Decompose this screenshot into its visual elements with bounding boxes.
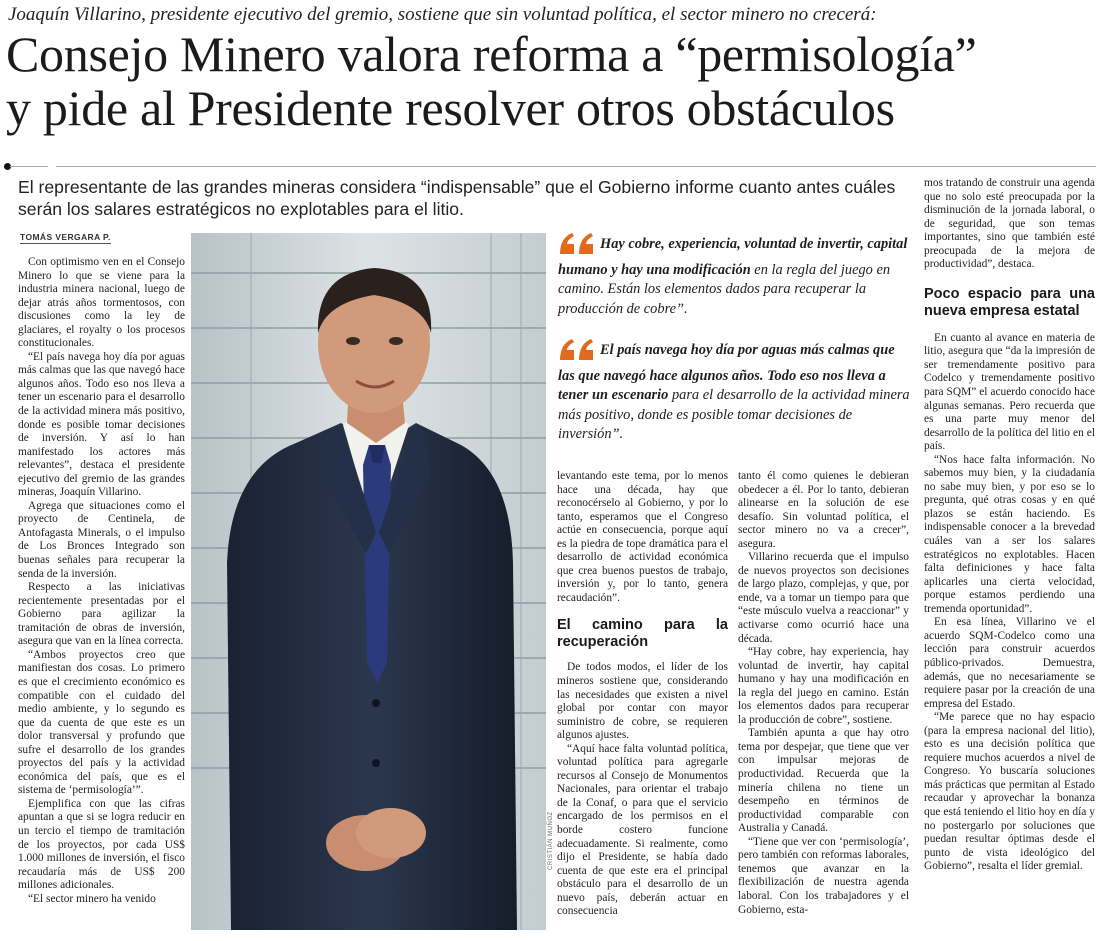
quote-bold: Hay cobre, experiencia, voluntad de invertir, capital humano y hay una modificación — [558, 236, 908, 278]
paragraph: En cuanto al avance en materia de litio, asegura que “da la impresión de ser tremendamente positivo para Codelco y tremendamente positivo para SQM” el acuerdo conocido hace algunas semanas. Pero recuerda que es una parte muy menor del desarrollo de la política del litio en el país. — [924, 331, 1095, 453]
pull-quote-2 — [558, 338, 910, 445]
portrait-illustration — [191, 233, 546, 930]
paragraph: “Ambos proyectos creo que manifiestan dos cosas. Lo primero es que el crecimiento económico es compatible con el cuidado del medio ambiente, y lo segundo es que da cuenta de que este es un dolor transversal y profundo que sufre el desarrollo de los grandes proyectos del país y la actividad económica del país, que es el sistema de ‘permisología’”. — [18, 648, 185, 797]
kicker: Joaquín Villarino, presidente ejecutivo del gremio, sostiene que sin voluntad política, el sector minero no crecerá: — [8, 4, 877, 25]
paragraph: “Me parece que no hay espacio (para la empresa nacional del litio), esto es una decisión política que requiere muchos acuerdos a nivel de Congreso. Yo buscaría soluciones más prácticas que permitan al Estado recaudar y aprovechar la bonanza que está teniendo el litio hoy en día y no postergarlo por soluciones que puedan resultar óptimas desde el punto de vista ideológico del Gobierno”, resalta el líder gremial. — [924, 711, 1095, 873]
subhead-empresa-estatal: Poco espacio para una nueva empresa estatal — [924, 285, 1095, 319]
pull-quote-1 — [558, 232, 910, 319]
quote-mark-icon — [558, 338, 596, 367]
paragraph: Villarino recuerda que el impulso de nuevos proyectos son decisiones de largo plazo, complejas, y que, por ende, va a tomar un tiempo para que “este músculo vuelva a reaccionar” y activarse como ocurrió hace una década. — [738, 551, 909, 645]
headline-line-1: Consejo Minero valora reforma a “permisología” — [6, 26, 977, 82]
byline: TOMÁS VERGARA P. — [20, 232, 111, 242]
paragraph: Respecto a las iniciativas recientemente presentadas por el Gobierno para agilizar la tramitación de obras de inversión, asegura que van en la línea correcta. — [18, 581, 185, 648]
paragraph: tanto él como quienes le debieran obedecer a él. Por lo tanto, debieran alinearse en la solución de ese desafío. Sin voluntad política, el sector minero no va a crecer”, asegura. — [738, 470, 909, 550]
portrait-photo — [191, 233, 546, 930]
column-4 — [924, 177, 1095, 937]
quote-rest: en la regla del juego en camino. Están los elementos dados para recuperar la producción de cobre”. — [558, 261, 891, 317]
paragraph: “Aquí hace falta voluntad política, voluntad política para agregarle recursos al Consejo de Monumentos Nacionales, para orientar el trabajo de la Conaf, o para que el servicio encargado de los permisos en el borde costero funcione adecuadamente. Si realmente, como dijo el Presidente, se había dado cuenta de que este era el principal obstáculo para el desarrollo de un nuevo país, deberán actuar en consecuencia — [557, 742, 728, 918]
column-1 — [18, 256, 185, 936]
paragraph: levantando este tema, por lo menos hace una década, hay que reconocérselo al Gobierno, y por lo tanto, esperamos que el Congreso actúe en consecuencia, porque aquí es la piedra de tope dramática para el desarrollo de actividad económica que crea buenos puestos de trabajo, inversión y, por lo tanto, genera recaudación”. — [557, 470, 728, 604]
paragraph: “Nos hace falta información. No sabemos muy bien, y la ciudadanía no sabe muy bien, y por eso se lo pregunta, qué otras cosas y en qué plazos se están haciendo. Es indispensable conocer a la brevedad cuáles van a ser los salares estratégicos no explotables. Hacen falta definiciones y hace falta aplicarles una cierta velocidad, porque estamos perdiendo una tremenda oportunidad”. — [924, 453, 1095, 615]
paragraph: “Hay cobre, hay experiencia, hay voluntad de invertir, hay capital humano y hay una modificación en la regla del juego en camino. Están los elementos dados para recuperar la producción de cobre”, sostiene. — [738, 646, 909, 726]
paragraph: Ejemplifica con que las cifras apuntan a que si se logra reducir en un tercio el tiempo de tramitación de los proyectos, por cada US$ 1.000 millones de inversión, el fisco recaudaría más de US$ 200 millones adicionales. — [18, 797, 185, 892]
headline-line-2: y pide al Presidente resolver otros obstáculos — [6, 80, 895, 136]
paragraph: mos tratando de construir una agenda que no solo esté preocupada por la disminución de la jornada laboral, o de seguridad, que son temas importantes, sino que también esté preocupada de la mejora de productividad”, destaca. — [924, 177, 1095, 271]
quote-mark-icon — [558, 232, 596, 261]
paragraph: “El país navega hoy día por aguas más calmas que las que navegó hace algunos años. Todo eso nos lleva a tener un escenario para el desarrollo de la actividad minera más positivo, donde es posible tomar decisiones de inversión. Y así lo han manifestado los actores más relevantes”, destaca el presidente ejecutivo del gremio de las grandes mineras, Joaquín Villarino. — [18, 350, 185, 499]
divider-long — [56, 166, 1096, 167]
paragraph: En esa línea, Villarino ve el acuerdo SQM-Codelco como una lección para construir acuerdos público-privados. Demuestra, además, que no necesariamente se requiere pasar por la creación de una empresa del Estado. — [924, 616, 1095, 710]
quote-bold: El país navega hoy día por aguas más calmas que las que navegó hace algunos años. Todo eso nos lleva a tener un escenario — [558, 342, 895, 403]
subhead-recuperacion: El camino para la recuperación — [557, 617, 728, 651]
paragraph: “Tiene que ver con ‘permisología’, pero también con reformas laborales, tenemos que avanzar en la flexibilización de nuestra agenda laboral. Con los trabajadores y el Gobierno, esta- — [738, 835, 909, 916]
divider-short — [10, 166, 48, 167]
paragraph: Agrega que situaciones como el proyecto de Centinela, de Antofagasta Minerals, o el impulso de Los Bronces Integrado son buenas señales para recuperar la senda de la inversión. — [18, 499, 185, 580]
quote-rest: para el desarrollo de la actividad minera más positivo, donde es posible tomar decisiones de inversión”. — [558, 387, 910, 442]
paragraph: De todos modos, el líder de los mineros sostiene que, considerando las necesidades que existen a nivel global por contar con mayor suministro de cobre, se requieren algunos ajustes. — [557, 661, 728, 742]
paragraph: “El sector minero ha venido — [28, 892, 156, 905]
headline — [6, 27, 1098, 135]
paragraph: Con optimismo ven en el Consejo Minero lo que se viene para la industria minera nacional, luego de dejar atrás años tormentosos, con discusiones como la ley de glaciares, el royalty o los procesos constitucionales. — [18, 256, 185, 350]
column-2 — [557, 470, 728, 936]
photo-credit: CRISTIÁN MUÑOZ — [548, 811, 554, 870]
paragraph: También apunta a que hay otro tema por despejar, que tiene que ver con impulsar mejoras de productividad. Recuerda que la minería chilena no tiene un desempeño en términos de productividad comparable con Australia y Canadá. — [738, 727, 909, 835]
column-3 — [738, 470, 909, 936]
lead-paragraph: El representante de las grandes mineras considera “indispensable” que el Gobierno informe cuanto antes cuáles serán los salares estratégicos no explotables para el litio. — [18, 177, 896, 219]
